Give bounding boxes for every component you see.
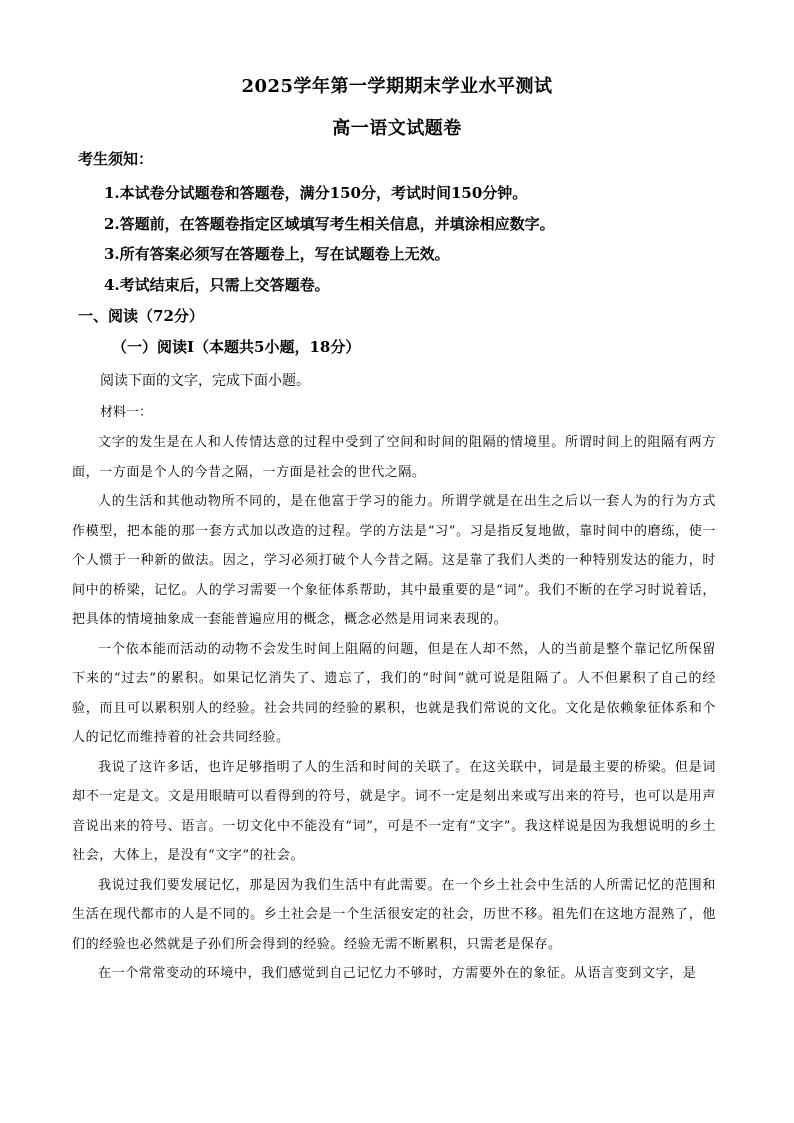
notice-item-4: 4.考试结束后，只需上交答题卷。 [104,276,330,294]
notice-item-3: 3.所有答案必须写在答题卷上，写在试题卷上无效。 [104,245,450,263]
notice-heading: 考生须知： [78,150,154,168]
passage-paragraph-1: 文字的发生是在人和人传情达意的过程中受到了空间和时间的阻隔的情境里。所谓时间上的阻隔有两方面，一方面是个人的今昔之隔，一方面是社会的世代之隔。 [72,435,716,480]
exam-subtitle: 高一语文试题卷 [332,118,462,139]
section-heading: 一、阅读（72分） [78,307,204,325]
reading-instruction: 阅读下面的文字，完成下面小题。 [100,373,310,389]
passage-paragraph-2: 人的生活和其他动物所不同的，是在他富于学习的能力。所谓学就是在出生之后以一套人为的行为方式作模型，把本能的那一套方式加以改造的过程。学的方法是“习”。习是指反复地做，靠时间中的磨练，使一个人惯于一种新的做法。因之，学习必须打破个人今昔之隔。这是靠了我们人类的一种特别发达的能力，时间中的桥梁，记忆。人的学习需要一个象征体系帮助，其中最重要的是“词”。我们不断的在学习时说着话，把具体的情境抽象成一套能普遍应用的概念，概念必然是用词来表现的。 [72,494,716,627]
material-label: 材料一： [100,405,153,420]
passage-paragraph-4: 我说了这许多话，也许足够指明了人的生活和时间的关联了。在这关联中，词是最主要的桥梁。但是词却不一定是文。文是用眼睛可以看得到的符号，就是字。词不一定是刻出来或写出来的符号，也可以是用声音说出来的符号、语言。一切文化中不能没有“词”，可是不一定有“文字”。我这样说是因为我想说明的乡土社会，大体上，是没有“文字”的社会。 [72,759,716,863]
subsection-heading: （一）阅读Ⅰ（本题共5小题，18分） [112,338,361,356]
passage-paragraph-3: 一个依本能而活动的动物不会发生时间上阻隔的问题，但是在人却不然，人的当前是整个靠记忆所保留下来的“过去”的累积。如果记忆消失了、遗忘了，我们的“时间”就可说是阻隔了。人不但累积了自己的经验，而且可以累积别人的经验。社会共同的经验的累积，也就是我们常说的文化。文化是依赖象征体系和个人的记忆而维持着的社会共同经验。 [72,641,716,745]
passage-paragraph-5: 我说过我们要发展记忆，那是因为我们生活中有此需要。在一个乡土社会中生活的人所需记忆的范围和生活在现代都市的人是不同的。乡土社会是一个生活很安定的社会，历世不移。祖先们在这地方混熟了，他们的经验也必然就是子孙们所会得到的经验。经验无需不断累积，只需老是保存。 [72,877,716,952]
exam-title: 2025学年第一学期期末学业水平测试 [241,76,553,97]
notice-item-2: 2.答题前，在答题卷指定区域填写考生相关信息，并填涂相应数字。 [104,215,555,233]
reading-passage [72,428,716,989]
notice-item-1: 1.本试卷分试题卷和答题卷，满分150分，考试时间150分钟。 [104,184,528,202]
passage-paragraph-6: 在一个常常变动的环境中，我们感觉到自己记忆力不够时，方需要外在的象征。从语言变到文字，是 [98,966,697,981]
